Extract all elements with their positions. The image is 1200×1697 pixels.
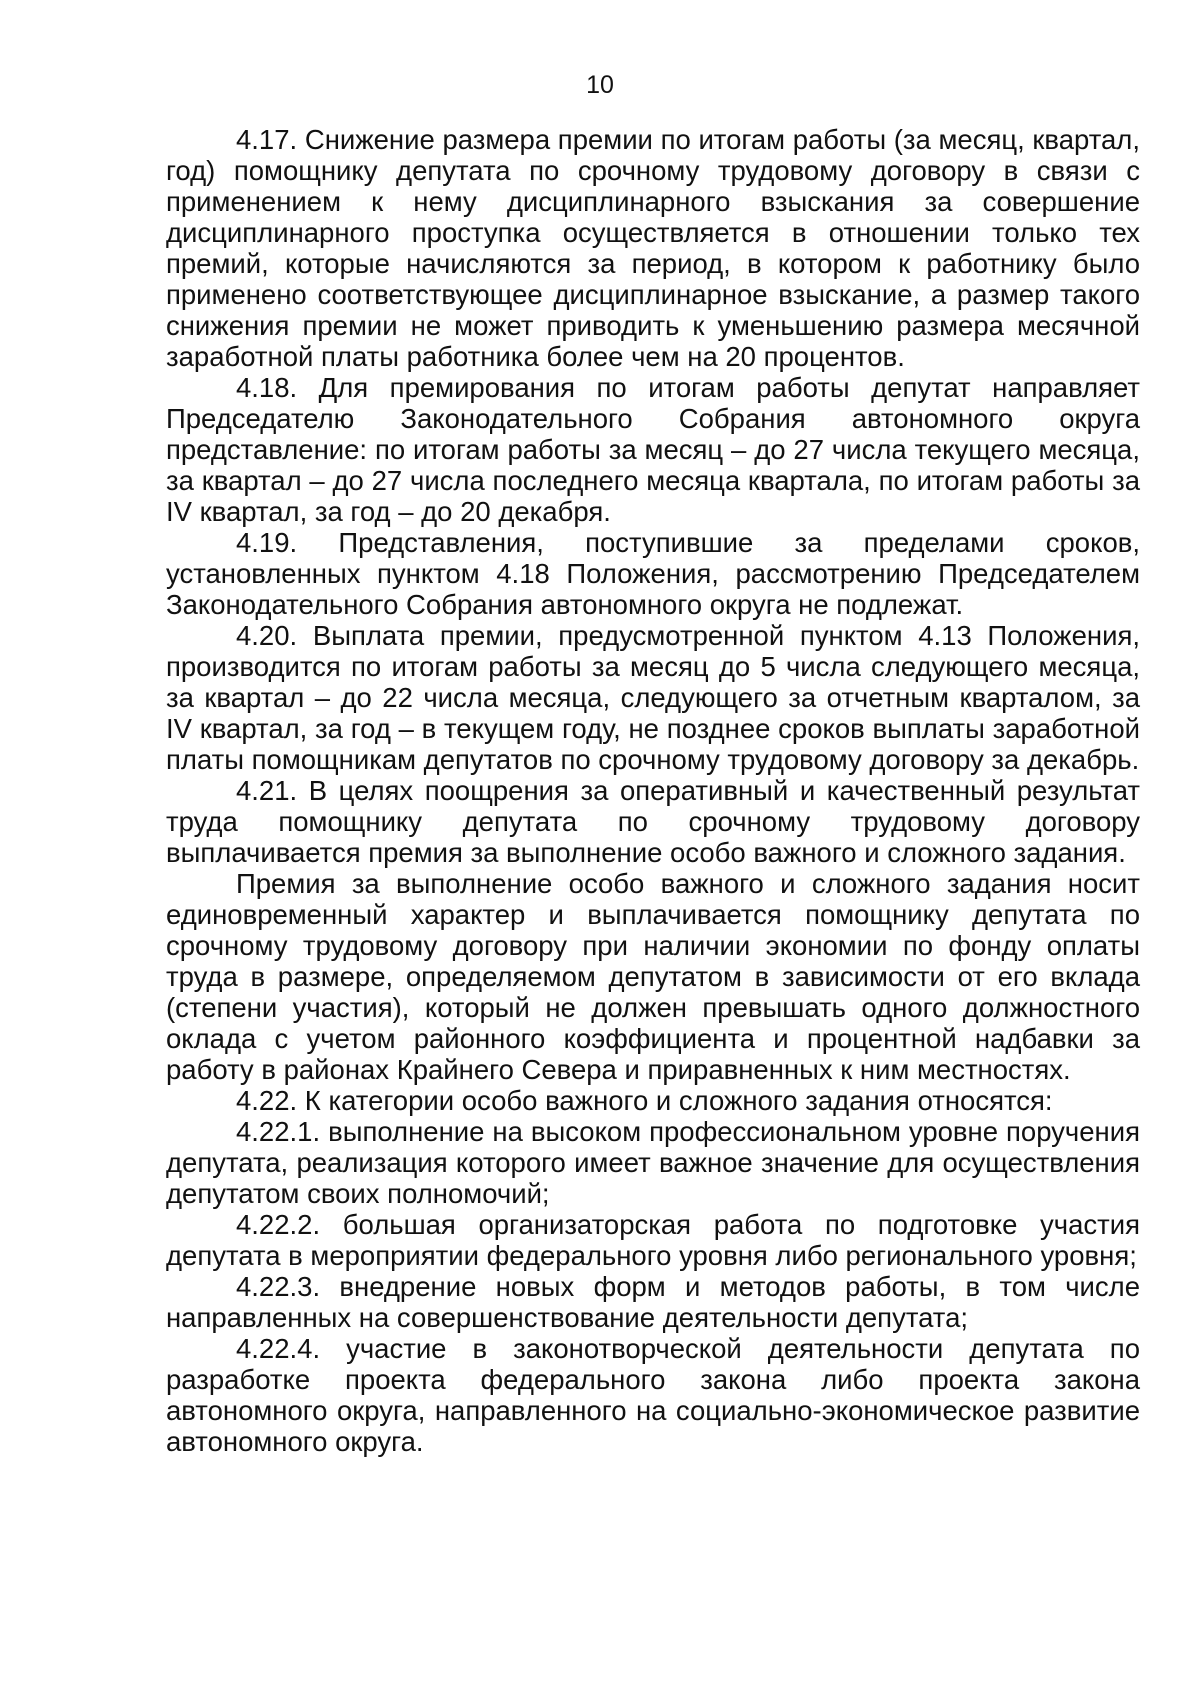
page-number: 10 bbox=[586, 71, 614, 99]
paragraph-4-22-3: 4.22.3. внедрение новых форм и методов работы, в том числе направленных на совершенствование деятельности депутата; bbox=[166, 1271, 1140, 1333]
paragraph-4-22-2: 4.22.2. большая организаторская работа по подготовке участия депутата в мероприятии федерального уровня либо регионального уровня; bbox=[166, 1209, 1140, 1271]
paragraph-4-18: 4.18. Для премирования по итогам работы депутат направляет Председателю Законодательного Собрания автономного округа представление: по итогам работы за месяц – до 27 числа текущего месяца, за квартал – до 27 числа последнего месяца квартала, по итогам работы за IV квартал, за год – до 20 декабря. bbox=[166, 372, 1140, 527]
paragraph-4-17: 4.17. Снижение размера премии по итогам работы (за месяц, квартал, год) помощнику депутата по срочному трудовому договору в связи с применением к нему дисциплинарного взыскания за совершение дисциплинарного проступка осуществляется в отношении только тех премий, которые начисляются за период, в котором к работнику было применено соответствующее дисциплинарное взыскание, а размер такого снижения премии не может приводить к уменьшению размера месячной заработной платы работника более чем на 20 процентов. bbox=[166, 124, 1140, 372]
paragraph-4-21: 4.21. В целях поощрения за оперативный и качественный результат труда помощнику депутата по срочному трудовому договору выплачивается премия за выполнение особо важного и сложного задания. bbox=[166, 775, 1140, 868]
paragraph-bonus-description: Премия за выполнение особо важного и сложного задания носит единовременный характер и выплачивается помощнику депутата по срочному трудовому договору при наличии экономии по фонду оплаты труда в размере, определяемом депутатом в зависимости от его вклада (степени участия), который не должен превышать одного должностного оклада с учетом районного коэффициента и процентной надбавки за работу в районах Крайнего Севера и приравненных к ним местностях. bbox=[166, 868, 1140, 1085]
paragraph-4-22: 4.22. К категории особо важного и сложного задания относятся: bbox=[236, 1085, 1053, 1116]
document-body bbox=[166, 124, 1140, 1457]
paragraph-4-22-4: 4.22.4. участие в законотворческой деятельности депутата по разработке проекта федерального закона либо проекта закона автономного округа, направленного на социально-экономическое развитие автономного округа. bbox=[166, 1333, 1140, 1457]
paragraph-4-20: 4.20. Выплата премии, предусмотренной пунктом 4.13 Положения, производится по итогам работы за месяц до 5 числа следующего месяца, за квартал – до 22 числа месяца, следующего за отчетным кварталом, за IV квартал, за год – в текущем году, не позднее сроков выплаты заработной платы помощникам депутатов по срочному трудовому договору за декабрь. bbox=[166, 620, 1140, 775]
paragraph-4-22-1: 4.22.1. выполнение на высоком профессиональном уровне поручения депутата, реализация которого имеет важное значение для осуществления депутатом своих полномочий; bbox=[166, 1116, 1140, 1209]
paragraph-4-19: 4.19. Представления, поступившие за пределами сроков, установленных пунктом 4.18 Положения, рассмотрению Председателем Законодательного Собрания автономного округа не подлежат. bbox=[166, 527, 1140, 620]
